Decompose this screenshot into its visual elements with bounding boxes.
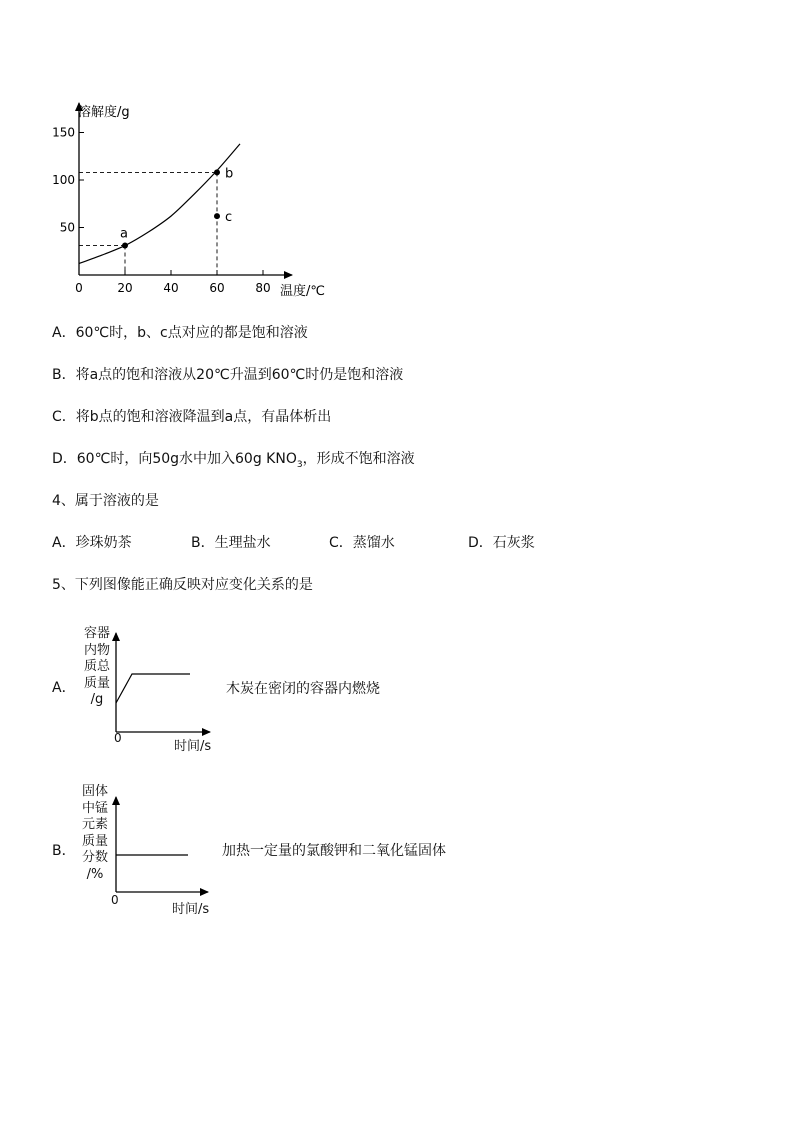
q3-option-a: A．60℃时，b、c点对应的都是饱和溶液 bbox=[52, 325, 308, 341]
q5-a-xlabel: 时间/s bbox=[174, 739, 212, 754]
solubility-chart bbox=[50, 95, 340, 305]
x-tick-label: 60 bbox=[209, 281, 225, 295]
x-axis-label: 温度/℃ bbox=[280, 284, 325, 299]
q5-a-ylabel: 容器 内物 质总 质量 /g bbox=[83, 626, 110, 707]
q5-a-caption: 木炭在密闭的容器内燃烧 bbox=[226, 681, 380, 697]
y-tick-label: 100 bbox=[52, 173, 75, 187]
q3-option-b: B．将a点的饱和溶液从20℃升温到60℃时仍是饱和溶液 bbox=[52, 367, 404, 383]
q4-option-b: B．生理盐水 bbox=[191, 535, 271, 551]
q5-option-b-letter: B． bbox=[52, 843, 76, 859]
x-tick-label: 20 bbox=[117, 281, 133, 295]
q4-option-d: D．石灰浆 bbox=[468, 535, 535, 551]
q5-b-origin: 0 bbox=[111, 893, 119, 907]
q4-option-c: C．蒸馏水 bbox=[329, 535, 395, 551]
y-tick-label: 150 bbox=[52, 125, 75, 140]
q5-a-curve bbox=[116, 674, 190, 703]
q5-b-caption: 加热一定量的氯酸钾和二氧化锰固体 bbox=[222, 843, 446, 859]
point-b bbox=[214, 169, 220, 175]
point-a bbox=[122, 243, 128, 249]
x-tick-label: 40 bbox=[163, 281, 179, 295]
q5-option-a-letter: A． bbox=[52, 680, 76, 696]
point-label-c: c bbox=[225, 210, 233, 226]
q4-option-a: A．珍珠奶茶 bbox=[52, 535, 132, 551]
y-tick-label: 50 bbox=[59, 220, 75, 235]
q5-b-xlabel: 时间/s bbox=[172, 902, 210, 917]
q5-a-graph bbox=[110, 628, 215, 738]
q4-stem: 4、属于溶液的是 bbox=[52, 493, 159, 509]
q5-stem: 5、下列图像能正确反映对应变化关系的是 bbox=[52, 577, 313, 593]
point-label-b: b bbox=[225, 166, 234, 182]
q3-option-c: C．将b点的饱和溶液降温到a点，有晶体析出 bbox=[52, 409, 332, 425]
q5-a-origin: 0 bbox=[114, 731, 122, 745]
point-label-a: a bbox=[120, 226, 128, 242]
x-tick-label: 80 bbox=[255, 281, 271, 295]
q5-b-graph bbox=[110, 792, 215, 898]
q5-b-ylabel: 固体 中锰 元素 质量 分数 /% bbox=[81, 784, 108, 882]
point-c bbox=[214, 213, 220, 219]
x-tick-label: 0 bbox=[75, 281, 83, 295]
y-axis-label: 溶解度/g bbox=[78, 105, 130, 120]
q3-option-d: D．60℃时，向50g水中加入60g $KNO_3$，形成不饱和溶液 bbox=[52, 451, 415, 470]
